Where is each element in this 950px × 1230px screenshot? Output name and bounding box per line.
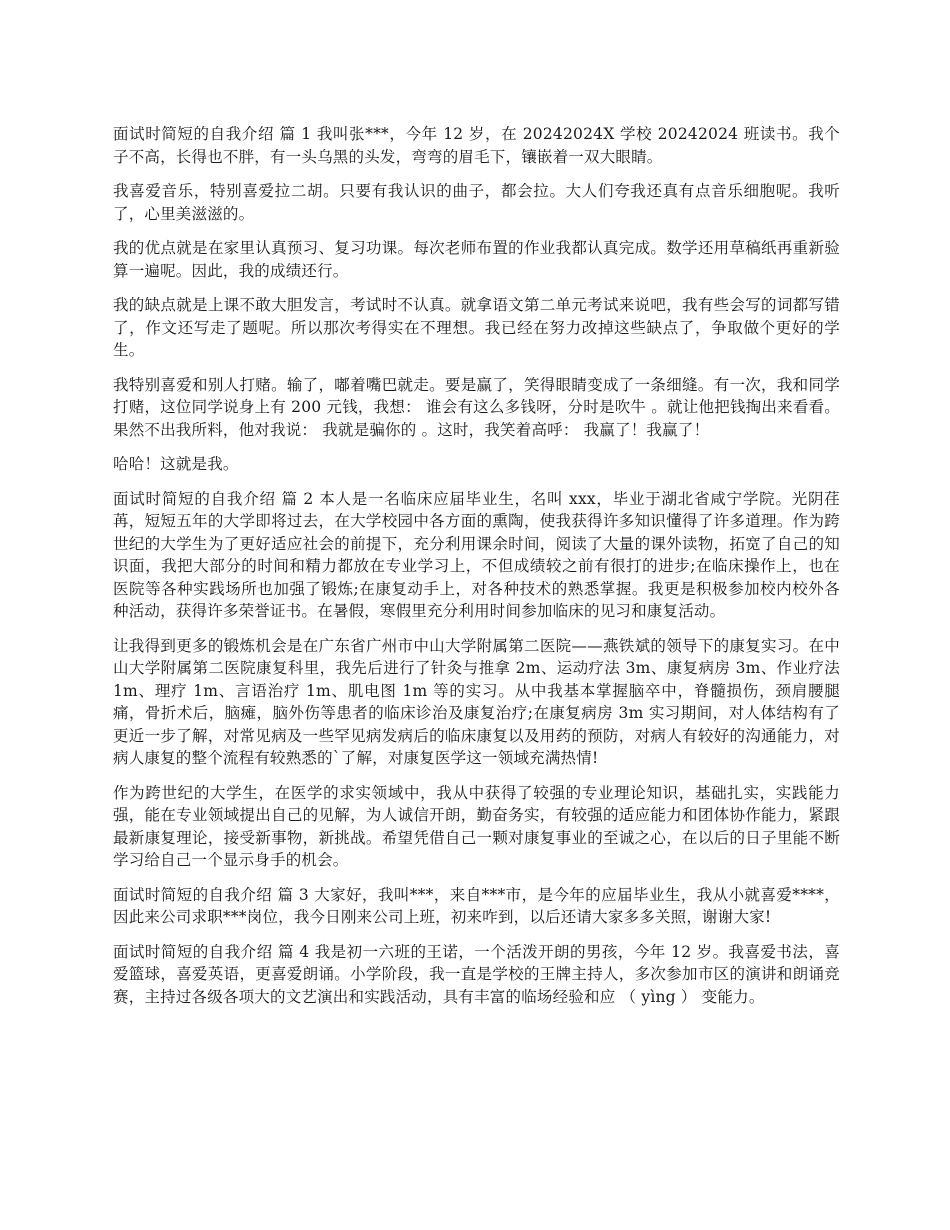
paragraph-3: 我的优点就是在家里认真预习、复习功课。每次老师布置的作业我都认真完成。数学还用草稿纸再重新验算一遍呢。因此，我的成绩还行。	[113, 239, 840, 280]
paragraph-7: 面试时简短的自我介绍 篇 2 本人是一名临床应届毕业生，名叫 xxx，毕业于湖北省咸宁学院。光阴荏苒，短短五年的大学即将过去，在大学校园中各方面的熏陶，使我获得许多知识懂得了许多道理。作为跨世纪的大学生为了更好适应社会的前提下，充分利用课余时间，阅读了大量的课外读物，拓宽了自己的知识面，我把大部分的时间和精力都放在专业学习上，不但成绩较之前有很打的进步;在临床操作上，也在医院等各种实践场所也加强了锻炼;在康复动手上，对各种技术的熟悉掌握。我更是积极参加校内校外各种活动，获得许多荣誉证书。在暑假，寒假里充分利用时间参加临床的见习和康复活动。	[113, 489, 840, 620]
paragraph-9: 作为跨世纪的大学生，在医学的求实领域中，我从中获得了较强的专业理论知识，基础扎实，实践能力强，能在专业领域提出自己的见解，为人诚信开朗，勤奋务实，有较强的适应能力和团体协作能力，紧跟最新康复理论，接受新事物，新挑战。希望凭借自己一颗对康复事业的至诚之心，在以后的日子里能不断学习给自己一个显示身手的机会。	[113, 783, 840, 869]
document-body	[113, 123, 840, 1020]
paragraph-1: 面试时简短的自我介绍 篇 1 我叫张***，今年 12 岁，在 20242024X 学校 20242024 班读书。我个子不高，长得也不胖，有一头乌黑的头发，弯弯的眉毛下，镶嵌着一双大眼睛。	[113, 125, 840, 166]
paragraph-5: 我特别喜爱和别人打赌。输了，嘟着嘴巴就走。要是赢了，笑得眼睛变成了一条细缝。有一次，我和同学打赌，这位同学说身上有 200 元钱，我想： 谁会有这么多钱呀，分时是吹牛 。就让他把钱掏出来看看。果然不出我所料，他对我说： 我就是骗你的 。这时，我笑着高呼： 我赢了！我赢了！	[113, 375, 840, 439]
paragraph-6: 哈哈！这就是我。	[113, 455, 239, 473]
paragraph-8: 让我得到更多的锻炼机会是在广东省广州市中山大学附属第二医院——燕铁斌的领导下的康复实习。在中山大学附属第二医院康复科里，我先后进行了针灸与推拿 2m、运动疗法 3m、康复病房 3m、作业疗法 1m、理疗 1m、言语治疗 1m、肌电图 1m 等的实习。从中我基本掌握脑卒中，脊髓损伤，颈肩腰腿痛，骨折术后，脑瘫，脑外伤等患者的临床诊治及康复治疗;在康复病房 3m 实习期间，对人体结构有了更近一步了解，对常见病及一些罕见病发病后的临床康复以及用药的预防，对病人有较好的沟通能力，对病人康复的整个流程有较熟悉的`了解，对康复医学这一领域充满热情!	[113, 636, 840, 767]
paragraph-4: 我的缺点就是上课不敢大胆发言，考试时不认真。就拿语文第二单元考试来说吧，我有些会写的词都写错了，作文还写走了题呢。所以那次考得实在不理想。我已经在努力改掉这些缺点了，争取做个更好的学生。	[113, 296, 840, 359]
paragraph-2: 我喜爱音乐，特别喜爱拉二胡。只要有我认识的曲子，都会拉。大人们夸我还真有点音乐细胞呢。我听了，心里美滋滋的。	[113, 182, 840, 223]
paragraph-11: 面试时简短的自我介绍 篇 4 我是初一六班的王诺，一个活泼开朗的男孩，今年 12 岁。我喜爱书法，喜爱篮球，喜爱英语，更喜爱朗诵。小学阶段，我一直是学校的王牌主持人，多次参加市区的演讲和朗诵竞赛，主持过各级各项大的文艺演出和实践活动，具有丰富的临场经验和应 （ yìng ） 变能力。	[113, 942, 840, 1006]
paragraph-10: 面试时简短的自我介绍 篇 3 大家好，我叫***，来自***市，是今年的应届毕业生，我从小就喜爱****，因此来公司求职***岗位，我今日刚来公司上班，初来咋到，以后还请大家多多关照，谢谢大家!	[113, 885, 840, 926]
